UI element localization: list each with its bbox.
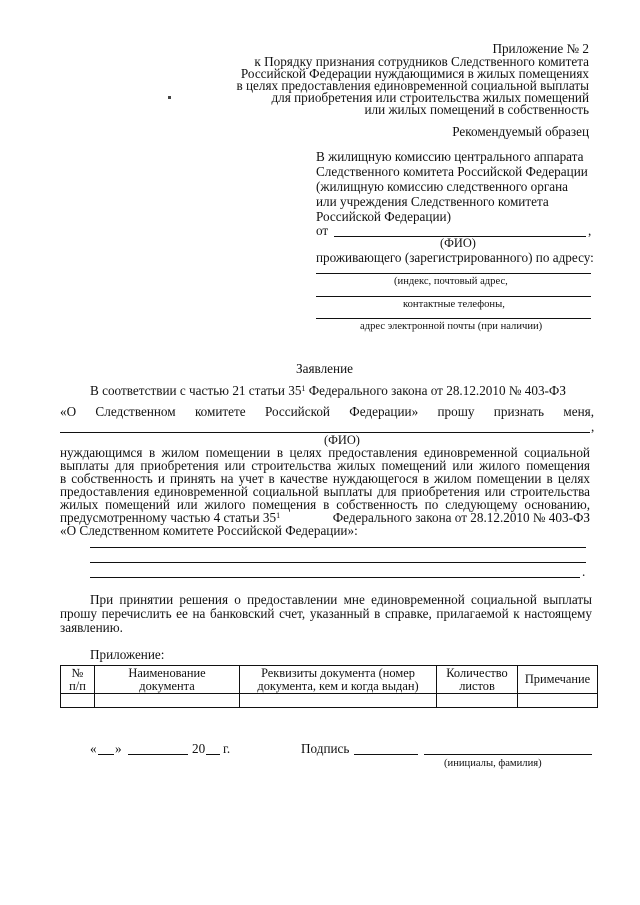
addressee-line-1: В жилищную комиссию центрального аппарата: [316, 149, 584, 164]
table-row: [61, 694, 598, 708]
basis-dot: .: [582, 564, 586, 579]
col-sheets: Количество листов: [437, 666, 518, 694]
scan-speck: [168, 96, 171, 99]
cell-notes[interactable]: [518, 694, 598, 708]
date-open-quote: «: [90, 741, 97, 756]
payment-line-2: прошу перечислить ее на банковский счет, указанный в справке, прилагаемой к настоящему: [60, 606, 592, 621]
addressee-line-4: или учреждения Следственного комитета: [316, 194, 549, 209]
sup-2: 1: [276, 511, 281, 520]
fio-hint: (ФИО): [440, 236, 476, 250]
body-comma: ,: [591, 419, 595, 434]
address-line-2[interactable]: [316, 296, 591, 297]
header-line-5: или жилых помещений в собственность: [364, 102, 589, 117]
basis-line-1[interactable]: [90, 547, 586, 548]
phones-hint: контактные телефоны,: [403, 299, 505, 310]
attachment-table: [60, 665, 598, 708]
date-close-quote: »: [115, 741, 122, 756]
addressee-line-3: (жилищную комиссию следственного органа: [316, 179, 569, 194]
body-line-1-start: В соответствии с частью 21 статьи 35: [90, 383, 302, 398]
body-line-2: «О Следственном комитете Российской Федерации» прошу признать меня,: [60, 404, 594, 419]
body-fio-hint: (ФИО): [324, 433, 360, 447]
para-line-6-end: Федерального закона от 28.12.2010 № 403-ФЗ: [332, 510, 590, 525]
col-details: Реквизиты документа (номер документа, кем и когда выдан): [240, 666, 437, 694]
header-line-1: к Порядку признания сотрудников Следственного комитета: [254, 54, 589, 69]
col-notes: Примечание: [518, 666, 598, 694]
email-hint: адрес электронной почты (при наличии): [360, 321, 543, 332]
para-line-6-start: предусмотренному частью 4 статьи $35^1$: [60, 510, 281, 525]
address-line-1[interactable]: [316, 273, 591, 274]
cell-number[interactable]: [61, 694, 95, 708]
cell-details[interactable]: [240, 694, 437, 708]
from-label: от: [316, 223, 329, 238]
para-line-1: нуждающимся в жилом помещении в целях предоставления единовременной социальной: [60, 445, 590, 460]
document-title: Заявление: [296, 361, 353, 376]
basis-line-3[interactable]: [90, 577, 580, 578]
para-line-4: предоставления единовременной социальной выплаты для приобретения или строительства: [60, 484, 590, 499]
cell-name[interactable]: [95, 694, 240, 708]
basis-line-2[interactable]: [90, 562, 586, 563]
para-line-3: в собственность и принять на учет в качестве нуждающегося в жилом помещении в целях: [60, 471, 590, 486]
sup-1: 1: [301, 384, 306, 393]
signature-line[interactable]: [354, 754, 418, 755]
payment-line-1: При принятии решения о предоставлении мне единовременной социальной выплаты: [90, 592, 592, 607]
para-line-5: жилых помещений или жилого помещения в собственность по следующему основанию,: [60, 497, 590, 512]
date-year-prefix: 20: [192, 741, 206, 756]
col-name: Наименование документа: [95, 666, 240, 694]
col-number: № п/п: [61, 666, 95, 694]
addressee-line-2: Следственного комитета Российской Федерации: [316, 164, 588, 179]
date-day-line[interactable]: [98, 754, 114, 755]
para-line-7: «О Следственном комитете Российской Федерации»:: [60, 523, 358, 538]
address-line-3[interactable]: [316, 318, 591, 319]
from-comma: ,: [588, 223, 592, 238]
para-line-2: выплаты для приобретения или строительства жилых помещений или жилого помещения: [60, 458, 590, 473]
header-line-2: Российской Федерации нуждающимися в жилых помещениях: [240, 66, 589, 81]
date-year-line[interactable]: [206, 754, 220, 755]
table-header-row: [61, 666, 598, 694]
sample-label: Рекомендуемый образец: [452, 124, 589, 139]
signature-label: Подпись: [301, 741, 350, 756]
body-line-1-rest: Федерального закона от 28.12.2010 № 403-ФЗ: [308, 383, 566, 398]
date-month-line[interactable]: [128, 754, 188, 755]
residing-label: проживающего (зарегистрированного) по адресу:: [316, 250, 594, 265]
initials-line[interactable]: [424, 754, 592, 755]
date-year-suffix: г.: [223, 741, 231, 756]
body-line-1: [90, 384, 566, 398]
attachment-label: Приложение:: [90, 647, 165, 662]
addressee-line-5: Российской Федерации): [316, 209, 451, 224]
payment-line-3: заявлению.: [60, 620, 123, 635]
header-line-3: в целях предоставления единовременной социальной выплаты: [236, 78, 589, 93]
initials-hint: (инициалы, фамилия): [444, 758, 542, 769]
address-hint: (индекс, почтовый адрес,: [394, 276, 508, 287]
cell-sheets[interactable]: [437, 694, 518, 708]
header-line-4: для приобретения или строительства жилых помещений: [271, 90, 589, 105]
appendix-number: Приложение № 2: [492, 41, 589, 56]
